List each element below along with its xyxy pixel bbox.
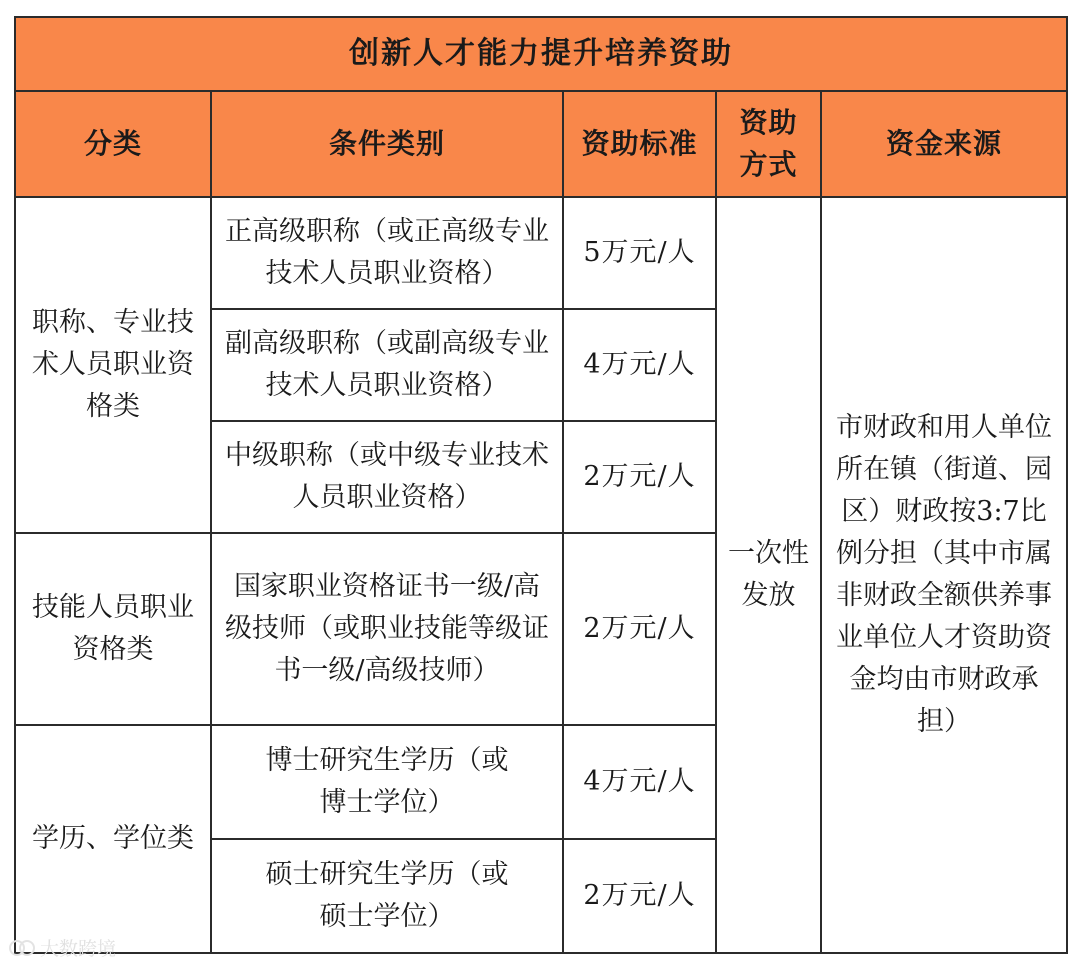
header-method: 资助方式 [716,91,821,197]
condition-cell: 硕士研究生学历（或硕士学位） [211,839,563,953]
amount-cell: 2万元/人 [563,533,716,725]
amount-cell: 2万元/人 [563,421,716,533]
amount-cell: 4万元/人 [563,309,716,421]
category-cell: 学历、学位类 [15,725,211,953]
table-title: 创新人才能力提升培养资助 [15,17,1067,91]
condition-cell: 副高级职称（或副高级专业技术人员职业资格） [211,309,563,421]
funding-table [14,16,1068,954]
condition-cell: 中级职称（或中级专业技术人员职业资格） [211,421,563,533]
amount-cell: 5万元/人 [563,197,716,309]
condition-cell: 国家职业资格证书一级/高级技师（或职业技能等级证书一级/高级技师） [211,533,563,725]
source-cell: 市财政和用人单位所在镇（街道、园区）财政按3:7比例分担（其中市属非财政全额供养事业单位人才资助资金均由市财政承担） [821,197,1067,953]
condition-cell: 博士研究生学历（或博士学位） [211,725,563,839]
amount-cell: 2万元/人 [563,839,716,953]
category-cell: 职称、专业技术人员职业资格类 [15,197,211,533]
header-category: 分类 [15,91,211,197]
condition-cell: 正高级职称（或正高级专业技术人员职业资格） [211,197,563,309]
header-condition: 条件类别 [211,91,563,197]
brand-logo-icon [8,937,36,959]
category-cell: 技能人员职业资格类 [15,533,211,725]
method-cell: 一次性发放 [716,197,821,953]
header-standard: 资助标准 [563,91,716,197]
header-source: 资金来源 [821,91,1067,197]
amount-cell: 4万元/人 [563,725,716,839]
watermark-text: 大数跨境 [40,938,117,960]
watermark [8,934,116,961]
